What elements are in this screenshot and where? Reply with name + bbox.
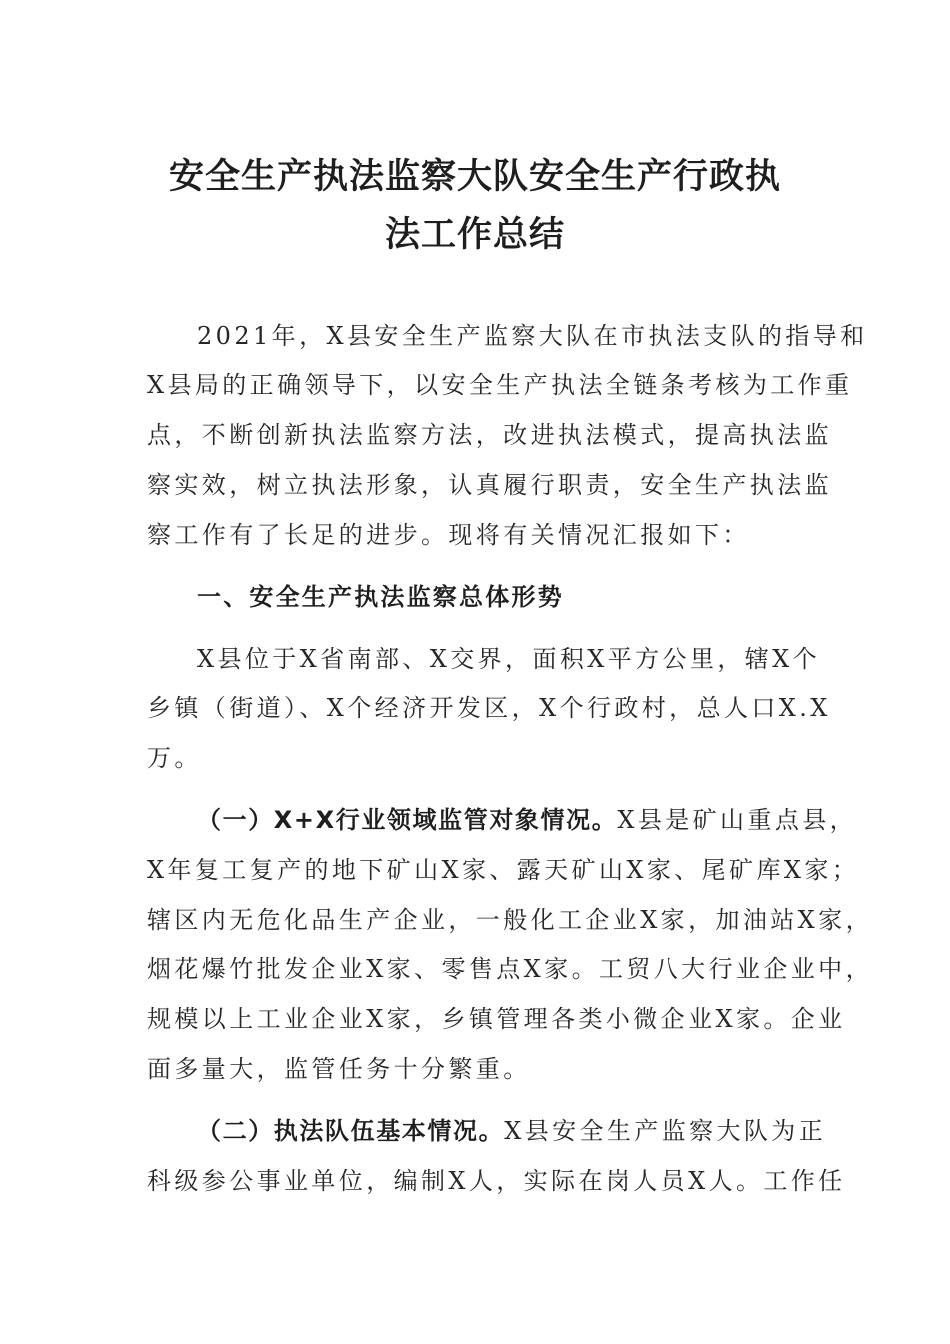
- sub2-lead-text: （二）执法队伍基本情况。: [197, 1117, 505, 1145]
- sub2-line-2: 科级参公事业单位，编制X人，实际在岗人员X人。工作任: [147, 1167, 846, 1195]
- sub1-line-1: X县是矿山重点县，: [617, 806, 858, 834]
- sub1-line-6: 面多量大，监管任务十分繁重。: [147, 1055, 531, 1083]
- overview-line-1: X县位于X省南部、X交界，面积X平方公里，辖X个: [197, 645, 821, 673]
- intro-line-5: 察工作有了长足的进步。现将有关情况汇报如下：: [147, 521, 750, 549]
- intro-line-1: 2021年，X县安全生产监察大队在市执法支队的指导和: [197, 322, 868, 350]
- intro-line-4: 察实效，树立执法形象，认真履行职责，安全生产执法监: [147, 471, 832, 499]
- sub1-line-4: 烟花爆竹批发企业X家、零售点X家。工贸八大行业企业中，: [147, 955, 873, 983]
- overview-line-2: 乡镇（街道）、X个经济开发区，X个行政村，总人口X.X: [147, 694, 831, 722]
- intro-line-2: X县局的正确领导下，以安全生产执法全链条考核为工作重: [147, 371, 853, 399]
- sub1-first-line: [197, 804, 857, 836]
- sub1-line-2: X年复工复产的地下矿山X家、露天矿山X家、尾矿库X家；: [147, 856, 860, 884]
- section-heading-1: 一、安全生产执法监察总体形势: [197, 583, 564, 611]
- sub1-line-5: 规模以上工业企业X家，乡镇管理各类小微企业X家。企业: [147, 1005, 846, 1033]
- sub1-line-3: 辖区内无危化品生产企业，一般化工企业X家，加油站X家，: [147, 906, 873, 934]
- intro-line-3: 点，不断创新执法监察方法，改进执法模式，提高执法监: [147, 421, 832, 449]
- overview-line-3: 万。: [147, 744, 202, 772]
- sub1-lead-text: （一）X+X行业领域监管对象情况。: [197, 806, 618, 834]
- title-line-2: 法工作总结: [384, 215, 565, 255]
- sub2-first-line: [197, 1115, 826, 1147]
- document-title: [120, 148, 830, 264]
- title-line-1: 安全生产执法监察大队安全生产行政执: [168, 157, 781, 197]
- sub2-line-1: X县安全生产监察大队为正: [504, 1117, 827, 1145]
